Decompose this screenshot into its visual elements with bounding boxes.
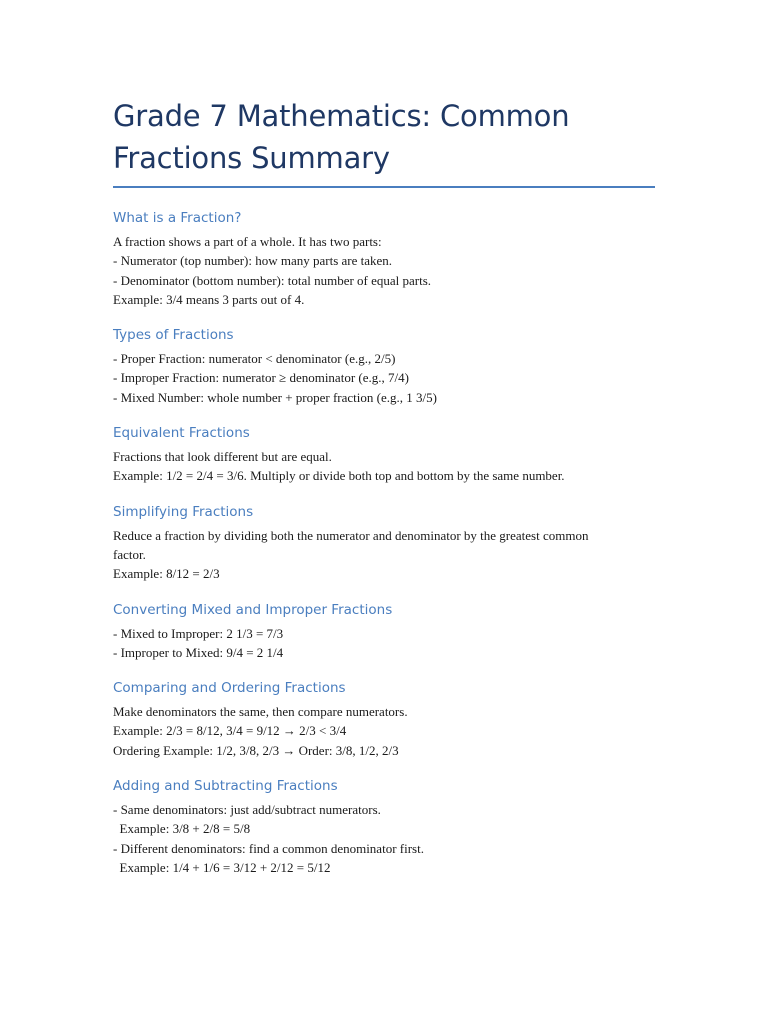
body-line: Ordering Example: 1/2, 3/8, 2/3 → Order: 3/8, 1/2, 2/3: [113, 742, 399, 758]
section-heading: Adding and Subtracting Fractions: [113, 778, 338, 795]
body-line: - Same denominators: just add/subtract numerators.: [113, 802, 381, 818]
body-line: - Mixed to Improper: 2 1/3 = 7/3: [113, 625, 284, 641]
body-line: - Different denominators: find a common denominator first.: [113, 840, 424, 856]
section-what-is-a-fraction: [113, 209, 655, 309]
section-simplifying-fractions: [113, 503, 655, 584]
section-body: [113, 624, 655, 663]
section-body: [113, 702, 655, 760]
body-line: - Improper to Mixed: 9/4 = 2 1/4: [113, 644, 284, 660]
document-page: [113, 0, 655, 877]
body-line: - Proper Fraction: numerator < denominator (e.g., 2/5): [113, 351, 396, 367]
section-converting-fractions: [113, 601, 655, 663]
section-heading: Types of Fractions: [113, 327, 234, 344]
body-line: A fraction shows a part of a whole. It has two parts:: [113, 234, 382, 249]
body-line: Fractions that look different but are equal.: [113, 449, 332, 465]
body-line: Example: 1/4 + 1/6 = 3/12 + 2/12 = 5/12: [113, 859, 331, 875]
section-heading: Converting Mixed and Improper Fractions: [113, 601, 393, 618]
section-body: [113, 232, 655, 309]
section-heading: Comparing and Ordering Fractions: [113, 680, 346, 697]
body-line: Example: 1/2 = 2/4 = 3/6. Multiply or divide both top and bottom by the same number.: [113, 468, 565, 484]
section-heading: What is a Fraction?: [113, 210, 242, 226]
section-body: [113, 447, 655, 486]
section-equivalent-fractions: [113, 424, 655, 486]
body-line: Example: 2/3 = 8/12, 3/4 = 9/12 → 2/3 < 3/4: [113, 723, 347, 739]
body-line: Example: 3/8 + 2/8 = 5/8: [113, 821, 251, 837]
section-adding-subtracting: [113, 777, 655, 877]
body-line: Example: 8/12 = 2/3: [113, 566, 220, 582]
body-line: factor.: [113, 546, 146, 562]
section-heading: Simplifying Fractions: [113, 503, 254, 520]
section-body: [113, 800, 655, 877]
body-line: Reduce a fraction by dividing both the numerator and denominator by the greatest common: [113, 527, 589, 543]
section-heading: Equivalent Fractions: [113, 425, 250, 442]
section-body: [113, 349, 655, 407]
body-line: - Improper Fraction: numerator ≥ denominator (e.g., 7/4): [113, 370, 409, 386]
section-body: [113, 526, 655, 584]
document-title: Grade 7 Mathematics: Common Fractions Summary: [113, 99, 570, 175]
section-types-of-fractions: [113, 326, 655, 407]
body-line: - Mixed Number: whole number + proper fraction (e.g., 1 3/5): [113, 389, 437, 405]
body-line: Example: 3/4 means 3 parts out of 4.: [113, 291, 305, 307]
body-line: - Denominator (bottom number): total number of equal parts.: [113, 272, 432, 288]
title-divider: [113, 186, 655, 188]
body-line: Make denominators the same, then compare numerators.: [113, 704, 408, 720]
body-line: - Numerator (top number): how many parts are taken.: [113, 253, 393, 269]
section-comparing-ordering: [113, 679, 655, 760]
